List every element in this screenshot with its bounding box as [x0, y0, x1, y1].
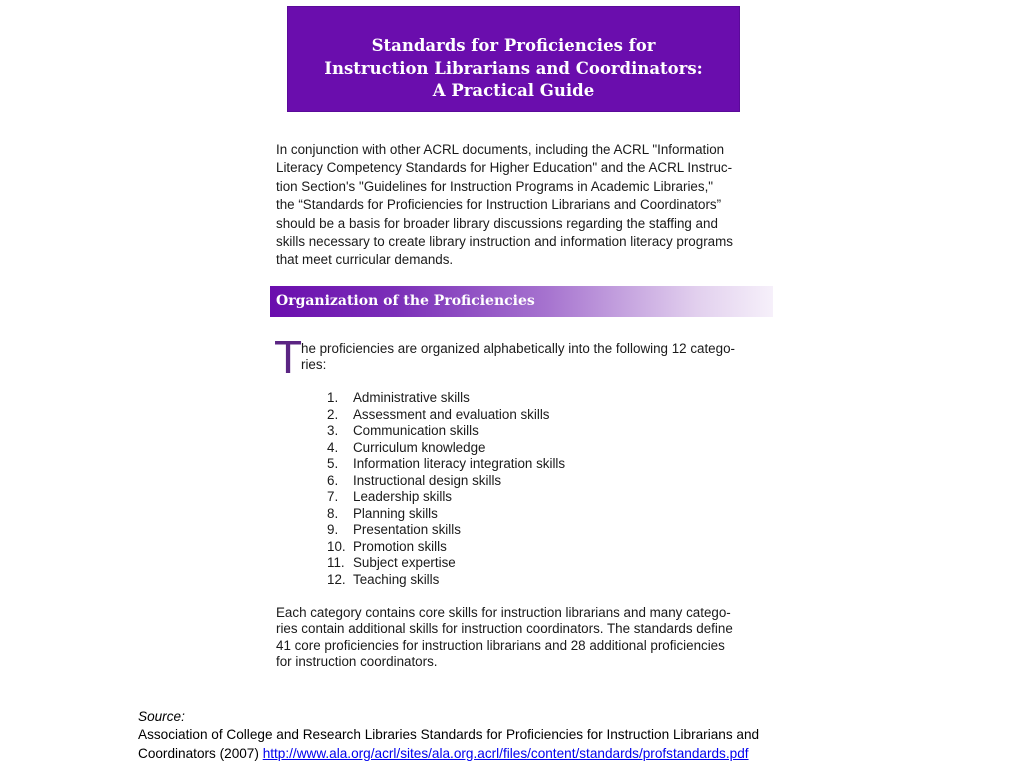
- summary-line: Each category contains core skills for instruction librarians and many catego-: [276, 605, 731, 620]
- list-item-label: Teaching skills: [353, 571, 440, 587]
- source-link[interactable]: http://www.ala.org/acrl/sites/ala.org.acrl/files/content/standards/profstandards.pdf: [262, 745, 749, 761]
- list-item-number: 9.: [327, 522, 339, 537]
- source-line-2: [138, 745, 998, 763]
- org-intro-line: ries:: [301, 357, 327, 373]
- source-citation: [138, 708, 998, 763]
- dropcap-letter: T: [274, 331, 303, 383]
- list-item: [327, 473, 565, 490]
- summary-line: 41 core proficiencies for instruction librarians and 28 additional proficiencies: [276, 637, 725, 653]
- list-item: [327, 489, 565, 506]
- intro-line: should be a basis for broader library discussions regarding the staffing and: [276, 215, 718, 231]
- list-item: [327, 390, 565, 407]
- list-item-number: 12.: [327, 571, 346, 587]
- category-list: [327, 390, 565, 588]
- list-item-label: Instructional design skills: [353, 472, 502, 488]
- list-item-number: 10.: [327, 538, 346, 554]
- list-item-label: Promotion skills: [353, 538, 447, 554]
- list-item-number: 4.: [327, 439, 339, 455]
- list-item-label: Curriculum knowledge: [353, 439, 486, 455]
- list-item: [327, 407, 565, 424]
- intro-line: that meet curricular demands.: [276, 252, 454, 268]
- list-item: [327, 572, 565, 589]
- title-line-2: Instruction Librarians and Coordinators:: [324, 58, 703, 78]
- document-title-banner: [287, 6, 740, 112]
- list-item-label: Assessment and evaluation skills: [353, 406, 550, 422]
- source-line-2-text: Coordinators (2007): [138, 745, 263, 761]
- list-item-label: Leadership skills: [353, 489, 452, 504]
- list-item: [327, 423, 565, 440]
- list-item: [327, 440, 565, 457]
- list-item-label: Information literacy integration skills: [353, 456, 566, 471]
- list-item-number: 11.: [327, 555, 345, 570]
- list-item-number: 3.: [327, 423, 339, 438]
- section-heading-organization: Organization of the Proficiencies: [270, 286, 773, 317]
- list-item-number: 6.: [327, 472, 339, 488]
- intro-line: Literacy Competency Standards for Higher Education" and the ACRL Instruc-: [276, 160, 733, 176]
- organization-intro: [301, 341, 781, 374]
- list-item-label: Communication skills: [353, 423, 479, 438]
- list-item-label: Administrative skills: [353, 390, 470, 405]
- list-item: [327, 555, 565, 572]
- intro-line: the “Standards for Proficiencies for Instruction Librarians and Coordinators”: [276, 197, 722, 213]
- intro-paragraph: [276, 141, 776, 270]
- title-line-3: A Practical Guide: [432, 81, 595, 100]
- list-item: [327, 522, 565, 539]
- intro-line: tion Section's "Guidelines for Instruction Programs in Academic Libraries,": [276, 178, 714, 194]
- list-item-number: 5.: [327, 456, 339, 471]
- org-intro-line: he proficiencies are organized alphabetically into the following 12 catego-: [301, 341, 735, 356]
- intro-line: In conjunction with other ACRL documents, including the ACRL "Information: [276, 142, 725, 157]
- list-item-number: 1.: [327, 390, 339, 405]
- summary-line: ries contain additional skills for instruction coordinators. The standards define: [276, 621, 733, 637]
- title-line-1: Standards for Proficiencies for: [371, 36, 656, 55]
- source-label: Source:: [138, 709, 185, 724]
- summary-paragraph: [276, 605, 776, 670]
- list-item-number: 7.: [327, 489, 339, 504]
- intro-line: skills necessary to create library instruction and information literacy programs: [276, 234, 733, 250]
- list-item-label: Presentation skills: [353, 522, 461, 537]
- list-item: [327, 539, 565, 556]
- list-item-label: Subject expertise: [353, 555, 456, 570]
- source-line-1: Association of College and Research Libraries Standards for Proficiencies for Instruction Librarians and: [138, 727, 760, 743]
- list-item-number: 8.: [327, 505, 339, 521]
- list-item-label: Planning skills: [353, 505, 438, 521]
- list-item: [327, 456, 565, 473]
- list-item-number: 2.: [327, 406, 339, 422]
- summary-line: for instruction coordinators.: [276, 653, 438, 669]
- list-item: [327, 506, 565, 523]
